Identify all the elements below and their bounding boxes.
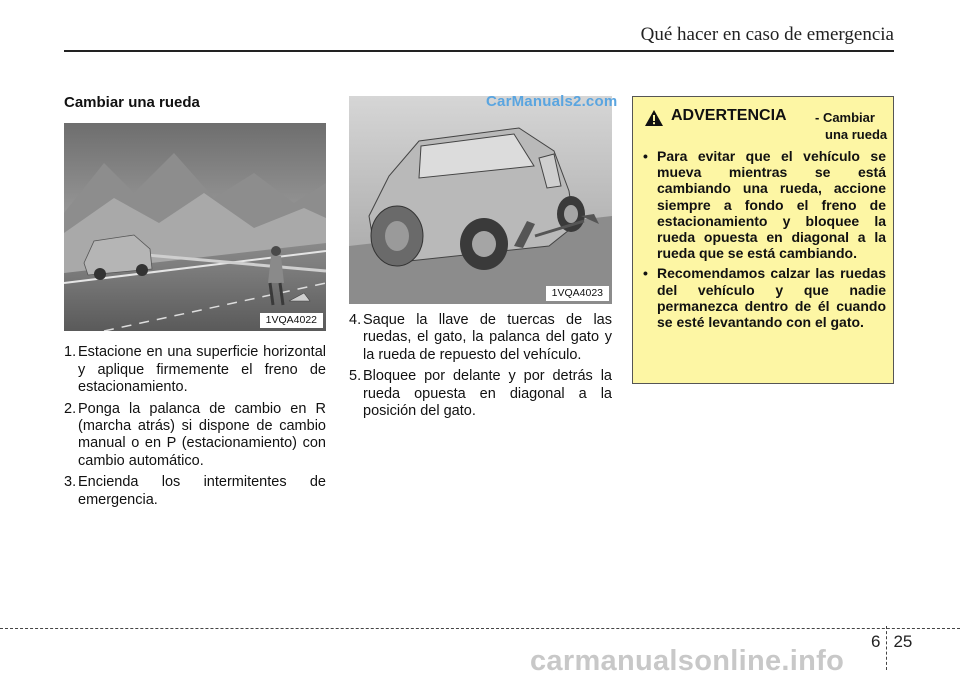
list-item: 1. Estacione en una superficie horizontal y aplique firmemente el freno de estacionamiento. bbox=[64, 344, 326, 396]
list-item: 3. Encienda los intermitentes de emergencia. bbox=[64, 474, 326, 508]
warning-list bbox=[643, 148, 886, 334]
road-scene-illustration bbox=[64, 123, 326, 331]
steps-list bbox=[64, 344, 326, 509]
section-title: Cambiar una rueda bbox=[64, 94, 200, 111]
suv-jack-illustration bbox=[349, 96, 612, 304]
warning-triangle-icon bbox=[645, 110, 663, 126]
page-number bbox=[871, 632, 912, 676]
footer-rule bbox=[0, 628, 960, 629]
page-separator bbox=[886, 626, 887, 670]
figure-suv-jack bbox=[349, 96, 612, 304]
list-item: • Para evitar que el vehículo se mueva mientras se está cambiando una rueda, accione siempre a fondo el freno de estacionamiento y bloquee la rueda opuesta en diagonal a la rueda que se está cambiando. bbox=[643, 148, 886, 262]
list-item: 2. Ponga la palanca de cambio en R (marcha atrás) si dispone de cambio manual o en P (estacionamiento) con cambio automático. bbox=[64, 400, 326, 469]
warning-box bbox=[632, 96, 894, 384]
header-rule bbox=[64, 50, 894, 52]
site-watermark[interactable]: carmanualsonline.info bbox=[530, 645, 845, 677]
middle-column bbox=[349, 96, 612, 424]
figure-code: 1VQA4022 bbox=[260, 313, 323, 328]
figure-code: 1VQA4023 bbox=[546, 286, 609, 301]
list-item: • Recomendamos calzar las ruedas del vehículo y que nadie permanezca dentro de él cuando se esté levantando con el gato. bbox=[643, 265, 886, 331]
figure-road-scene bbox=[64, 123, 326, 331]
list-item: 5. Bloquee por delante y por detrás la rueda opuesta en diagonal a la posición del gato. bbox=[349, 368, 612, 420]
warning-subtitle: - Cambiar bbox=[815, 110, 875, 125]
page-number-value: 25 bbox=[893, 632, 913, 651]
watermark-link[interactable]: CarManuals2.com bbox=[486, 93, 618, 110]
left-column bbox=[64, 94, 326, 513]
page-header-title: Qué hacer en caso de emergencia bbox=[640, 24, 894, 45]
steps-list bbox=[349, 312, 612, 420]
warning-title: ADVERTENCIA bbox=[671, 107, 787, 124]
warning-subtitle: una rueda bbox=[825, 127, 888, 142]
list-item: 4. Saque la llave de tuercas de las ruedas, el gato, la palanca del gato y la rueda de repuesto del vehículo. bbox=[349, 312, 612, 363]
chapter-number: 6 bbox=[871, 632, 881, 651]
